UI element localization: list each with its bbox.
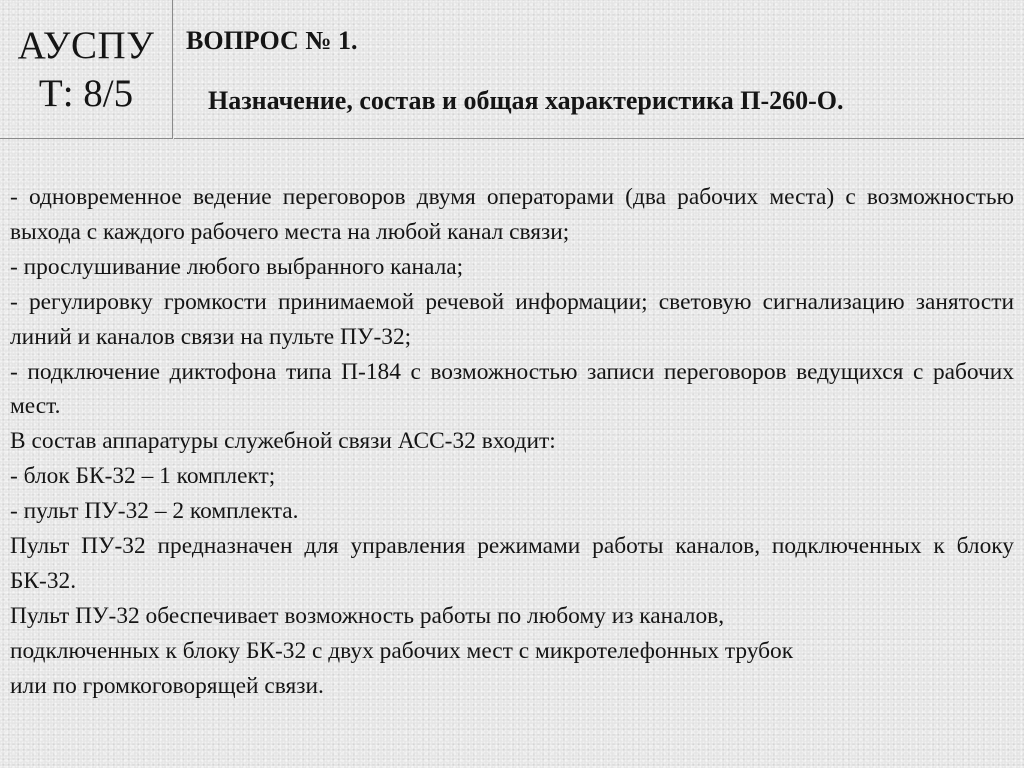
paragraph: - одновременное ведение переговоров двумя операторами (два рабочих места) с возможностью выхода с каждого рабочего места на любой канал связи; — [10, 184, 1014, 245]
paragraph: или по громкоговорящей связи. — [10, 672, 324, 699]
paragraph: - пульт ПУ-32 – 2 комплекта. — [10, 498, 299, 525]
header-title-cell — [174, 0, 1024, 139]
code-line-1: АУСПУ — [17, 24, 155, 67]
question-title: Назначение, состав и общая характеристика П-260-О. — [208, 86, 844, 115]
paragraph: - регулировку громкости принимаемой речевой информации; световую сигнализацию занятости линий и каналов связи на пульте ПУ-32; — [10, 288, 1014, 350]
paragraph: - блок БК-32 – 1 комплект; — [10, 463, 276, 490]
paragraph: - подключение диктофона типа П-184 с возможностью записи переговоров ведущихся с рабочих мест. — [10, 358, 1014, 420]
slide-header — [0, 0, 1024, 138]
body-text — [10, 180, 1014, 704]
paragraph: В состав аппаратуры служебной связи АСС-32 входит: — [10, 428, 556, 455]
paragraph: Пульт ПУ-32 обеспечивает возможность работы по любому из каналов, — [10, 602, 725, 629]
question-number: ВОПРОС № 1. — [186, 26, 358, 55]
code-line-2: Т: 8/5 — [38, 72, 134, 115]
paragraph: подключенных к блоку БК-32 с двух рабочих мест с микротелефонных трубок — [10, 637, 794, 664]
paragraph: - прослушивание любого выбранного канала; — [10, 253, 464, 280]
header-code-cell — [0, 0, 173, 139]
paragraph: Пульт ПУ-32 предназначен для управления режимами работы каналов, подключенных к блоку БК-32. — [10, 533, 1014, 594]
